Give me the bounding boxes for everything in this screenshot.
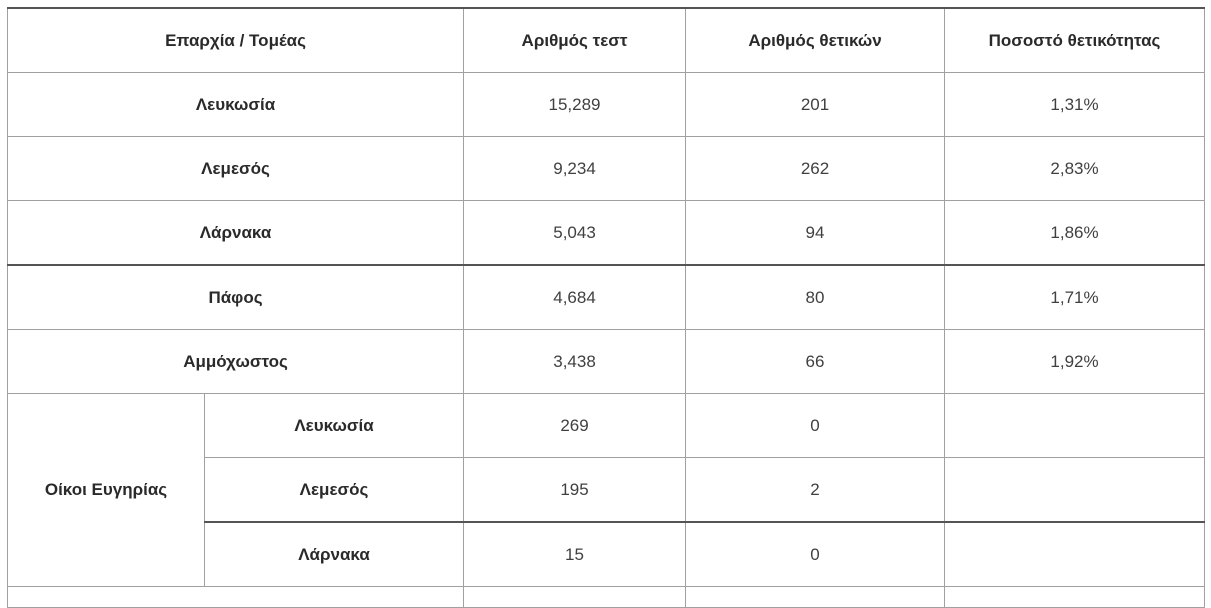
header-region: Επαρχία / Τομέας <box>8 8 464 73</box>
positives-cell: 262 <box>686 137 945 201</box>
table-row <box>8 201 1205 266</box>
rate-cell <box>945 394 1205 458</box>
rate-cell <box>945 522 1205 587</box>
rate-cell: 1,31% <box>945 73 1205 137</box>
table-row <box>8 137 1205 201</box>
region-cell: Λευκωσία <box>8 73 464 137</box>
region-cell: Πάφος <box>8 265 464 330</box>
positives-cell: 0 <box>686 522 945 587</box>
table-row <box>8 330 1205 394</box>
header-row <box>8 8 1205 73</box>
positives-cell: 2 <box>686 458 945 523</box>
partial-cell <box>8 587 464 608</box>
tests-cell: 4,684 <box>464 265 686 330</box>
positives-cell: 0 <box>686 394 945 458</box>
rate-cell: 1,86% <box>945 201 1205 266</box>
subregion-cell: Λεμεσός <box>205 458 464 523</box>
group-label-cell: Οίκοι Ευγηρίας <box>8 394 205 587</box>
header-rate: Ποσοστό θετικότητας <box>945 8 1205 73</box>
partial-cell <box>945 587 1205 608</box>
region-cell: Αμμόχωστος <box>8 330 464 394</box>
tests-cell: 3,438 <box>464 330 686 394</box>
positives-cell: 66 <box>686 330 945 394</box>
partial-cell <box>686 587 945 608</box>
positives-cell: 94 <box>686 201 945 266</box>
table-row <box>8 265 1205 330</box>
partial-cell <box>464 587 686 608</box>
rate-cell: 1,71% <box>945 265 1205 330</box>
positives-cell: 80 <box>686 265 945 330</box>
tests-cell: 15,289 <box>464 73 686 137</box>
tests-cell: 9,234 <box>464 137 686 201</box>
rate-cell: 1,92% <box>945 330 1205 394</box>
rate-cell <box>945 458 1205 523</box>
table-row-partial <box>8 587 1205 608</box>
subregion-cell: Λάρνακα <box>205 522 464 587</box>
header-positives: Αριθμός θετικών <box>686 8 945 73</box>
results-table <box>7 7 1205 608</box>
region-cell: Λάρνακα <box>8 201 464 266</box>
header-tests: Αριθμός τεστ <box>464 8 686 73</box>
table-row <box>8 73 1205 137</box>
tests-cell: 15 <box>464 522 686 587</box>
region-cell: Λεμεσός <box>8 137 464 201</box>
tests-cell: 5,043 <box>464 201 686 266</box>
subregion-cell: Λευκωσία <box>205 394 464 458</box>
tests-cell: 195 <box>464 458 686 523</box>
positives-cell: 201 <box>686 73 945 137</box>
tests-cell: 269 <box>464 394 686 458</box>
table-row <box>8 394 1205 458</box>
rate-cell: 2,83% <box>945 137 1205 201</box>
